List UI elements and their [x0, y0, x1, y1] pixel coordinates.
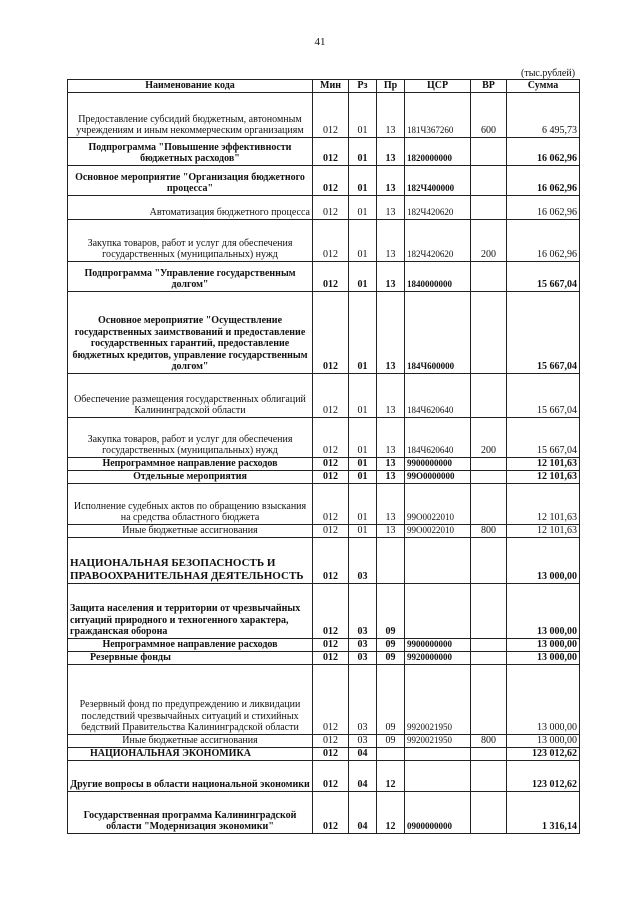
- table-row: [68, 166, 580, 196]
- cell-pr: 13: [377, 484, 405, 525]
- cell-vr: [471, 471, 507, 484]
- cell-rz: 03: [349, 538, 377, 584]
- cell-pr: [377, 538, 405, 584]
- table-row: [68, 484, 580, 525]
- table-row: [68, 525, 580, 538]
- cell-rz: 01: [349, 93, 377, 138]
- cell-vr: [471, 652, 507, 665]
- cell-name: Другие вопросы в области национальной экономики: [68, 761, 313, 792]
- table-row: [68, 471, 580, 484]
- cell-vr: 200: [471, 418, 507, 458]
- cell-csr: 9920000000: [405, 652, 471, 665]
- cell-min: 012: [313, 138, 349, 166]
- cell-name: Иные бюджетные ассигнования: [68, 735, 313, 748]
- cell-pr: 13: [377, 418, 405, 458]
- cell-sum: 13 000,00: [507, 584, 580, 639]
- header-min: Мин: [313, 80, 349, 93]
- cell-name: Резервные фонды: [68, 652, 313, 665]
- cell-name: НАЦИОНАЛЬНАЯ ЭКОНОМИКА: [68, 748, 313, 761]
- table-row: [68, 262, 580, 292]
- cell-pr: 13: [377, 220, 405, 262]
- cell-vr: [471, 792, 507, 834]
- cell-name: Непрограммное направление расходов: [68, 458, 313, 471]
- table-row: [68, 735, 580, 748]
- cell-min: 012: [313, 748, 349, 761]
- cell-min: 012: [313, 639, 349, 652]
- cell-name: Резервный фонд по предупреждению и ликвидации последствий чрезвычайных ситуаций и стихийных бедствий Правительства Калининградской области: [68, 665, 313, 735]
- cell-pr: 09: [377, 652, 405, 665]
- cell-vr: [471, 538, 507, 584]
- cell-csr: 182Ч420620: [405, 196, 471, 220]
- cell-vr: [471, 639, 507, 652]
- header-name: Наименование кода: [68, 80, 313, 93]
- cell-csr: 1840000000: [405, 262, 471, 292]
- cell-min: 012: [313, 538, 349, 584]
- cell-name: Подпрограмма "Управление государственным долгом": [68, 262, 313, 292]
- cell-rz: 03: [349, 652, 377, 665]
- cell-sum: 16 062,96: [507, 196, 580, 220]
- cell-rz: 01: [349, 138, 377, 166]
- cell-csr: 9900000000: [405, 639, 471, 652]
- cell-name: Обеспечение размещения государственных облигаций Калининградской области: [68, 374, 313, 418]
- header-rz: Рз: [349, 80, 377, 93]
- cell-vr: [471, 166, 507, 196]
- cell-pr: 09: [377, 584, 405, 639]
- cell-pr: 13: [377, 471, 405, 484]
- budget-table: [67, 79, 580, 834]
- cell-csr: 182Ч400000: [405, 166, 471, 196]
- cell-pr: 13: [377, 292, 405, 374]
- cell-sum: 12 101,63: [507, 471, 580, 484]
- cell-name: Отдельные мероприятия: [68, 471, 313, 484]
- table-row: [68, 584, 580, 639]
- cell-sum: 13 000,00: [507, 735, 580, 748]
- cell-min: 012: [313, 166, 349, 196]
- cell-pr: 13: [377, 262, 405, 292]
- cell-csr: 181Ч367260: [405, 93, 471, 138]
- cell-rz: 01: [349, 458, 377, 471]
- cell-rz: 01: [349, 196, 377, 220]
- cell-csr: 184Ч620640: [405, 418, 471, 458]
- cell-name: НАЦИОНАЛЬНАЯ БЕЗОПАСНОСТЬ И ПРАВООХРАНИТЕЛЬНАЯ ДЕЯТЕЛЬНОСТЬ: [68, 538, 313, 584]
- cell-sum: 13 000,00: [507, 538, 580, 584]
- cell-pr: 13: [377, 166, 405, 196]
- cell-rz: 01: [349, 484, 377, 525]
- cell-rz: 01: [349, 292, 377, 374]
- cell-vr: [471, 748, 507, 761]
- cell-sum: 15 667,04: [507, 292, 580, 374]
- cell-pr: 13: [377, 93, 405, 138]
- cell-name: Государственная программа Калининградской области "Модернизация экономики": [68, 792, 313, 834]
- cell-pr: 12: [377, 792, 405, 834]
- cell-min: 012: [313, 761, 349, 792]
- cell-csr: 99О0022010: [405, 525, 471, 538]
- cell-name: Закупка товаров, работ и услуг для обеспечения государственных (муниципальных) нужд: [68, 220, 313, 262]
- cell-min: 012: [313, 792, 349, 834]
- cell-min: 012: [313, 471, 349, 484]
- table-row: [68, 138, 580, 166]
- cell-vr: [471, 196, 507, 220]
- cell-min: 012: [313, 220, 349, 262]
- cell-csr: 9900000000: [405, 458, 471, 471]
- header-csr: ЦСР: [405, 80, 471, 93]
- cell-rz: 01: [349, 418, 377, 458]
- cell-csr: [405, 761, 471, 792]
- cell-csr: 99О0022010: [405, 484, 471, 525]
- cell-name: Основное мероприятие "Осуществление государственных заимствований и предоставление государственных гарантий, предоставление бюджетных кредитов, управление государственным долгом": [68, 292, 313, 374]
- cell-sum: 1 316,14: [507, 792, 580, 834]
- cell-csr: 9920021950: [405, 665, 471, 735]
- cell-min: 012: [313, 262, 349, 292]
- table-body: [68, 93, 580, 834]
- cell-sum: 16 062,96: [507, 166, 580, 196]
- cell-pr: [377, 748, 405, 761]
- cell-csr: 99О0000000: [405, 471, 471, 484]
- cell-vr: 800: [471, 525, 507, 538]
- table-row: [68, 639, 580, 652]
- cell-sum: 12 101,63: [507, 525, 580, 538]
- unit-label: (тыс.рублей): [521, 68, 576, 79]
- cell-pr: 12: [377, 761, 405, 792]
- cell-sum: 15 667,04: [507, 374, 580, 418]
- cell-csr: 9920021950: [405, 735, 471, 748]
- cell-pr: 13: [377, 525, 405, 538]
- cell-rz: 04: [349, 761, 377, 792]
- table-row: [68, 292, 580, 374]
- cell-min: 012: [313, 525, 349, 538]
- header-sum: Сумма: [507, 80, 580, 93]
- cell-vr: [471, 761, 507, 792]
- cell-name: Основное мероприятие "Организация бюджетного процесса": [68, 166, 313, 196]
- cell-min: 012: [313, 458, 349, 471]
- cell-csr: 184Ч600000: [405, 292, 471, 374]
- cell-rz: 01: [349, 525, 377, 538]
- header-vr: ВР: [471, 80, 507, 93]
- cell-pr: 13: [377, 196, 405, 220]
- cell-sum: 13 000,00: [507, 652, 580, 665]
- cell-rz: 03: [349, 639, 377, 652]
- cell-min: 012: [313, 374, 349, 418]
- cell-rz: 01: [349, 374, 377, 418]
- cell-name: Иные бюджетные ассигнования: [68, 525, 313, 538]
- cell-pr: 13: [377, 374, 405, 418]
- cell-rz: 03: [349, 735, 377, 748]
- cell-csr: 182Ч420620: [405, 220, 471, 262]
- cell-vr: [471, 374, 507, 418]
- cell-rz: 04: [349, 792, 377, 834]
- cell-name: Автоматизация бюджетного процесса: [68, 196, 313, 220]
- cell-csr: [405, 748, 471, 761]
- cell-rz: 01: [349, 166, 377, 196]
- cell-vr: [471, 138, 507, 166]
- cell-vr: [471, 292, 507, 374]
- cell-sum: 12 101,63: [507, 458, 580, 471]
- cell-pr: 09: [377, 735, 405, 748]
- cell-min: 012: [313, 196, 349, 220]
- cell-min: 012: [313, 484, 349, 525]
- cell-min: 012: [313, 735, 349, 748]
- cell-min: 012: [313, 93, 349, 138]
- cell-pr: 09: [377, 639, 405, 652]
- cell-min: 012: [313, 418, 349, 458]
- table-row: [68, 220, 580, 262]
- cell-name: Исполнение судебных актов по обращению взыскания на средства областного бюджета: [68, 484, 313, 525]
- table-row: [68, 652, 580, 665]
- cell-pr: 13: [377, 458, 405, 471]
- cell-vr: [471, 484, 507, 525]
- table-row: [68, 792, 580, 834]
- page-number: 41: [314, 36, 326, 48]
- table-row: [68, 665, 580, 735]
- cell-sum: 123 012,62: [507, 748, 580, 761]
- cell-csr: 184Ч620640: [405, 374, 471, 418]
- cell-rz: 03: [349, 584, 377, 639]
- cell-name: Предоставление субсидий бюджетным, автономным учреждениям и иным некоммерческим организациям: [68, 93, 313, 138]
- cell-vr: [471, 584, 507, 639]
- table-row: [68, 374, 580, 418]
- cell-vr: 800: [471, 735, 507, 748]
- cell-sum: 123 012,62: [507, 761, 580, 792]
- cell-sum: 16 062,96: [507, 138, 580, 166]
- table-row: [68, 761, 580, 792]
- cell-vr: [471, 458, 507, 471]
- cell-name: Подпрограмма "Повышение эффективности бюджетных расходов": [68, 138, 313, 166]
- cell-pr: 13: [377, 138, 405, 166]
- cell-sum: 13 000,00: [507, 639, 580, 652]
- cell-vr: 600: [471, 93, 507, 138]
- cell-min: 012: [313, 584, 349, 639]
- cell-rz: 01: [349, 471, 377, 484]
- cell-csr: 1820000000: [405, 138, 471, 166]
- table-row: [68, 458, 580, 471]
- cell-vr: [471, 262, 507, 292]
- cell-sum: 13 000,00: [507, 665, 580, 735]
- cell-min: 012: [313, 652, 349, 665]
- cell-name: Непрограммное направление расходов: [68, 639, 313, 652]
- table-row: [68, 418, 580, 458]
- table-row: [68, 748, 580, 761]
- cell-rz: 03: [349, 665, 377, 735]
- cell-rz: 01: [349, 262, 377, 292]
- cell-rz: 01: [349, 220, 377, 262]
- cell-csr: [405, 538, 471, 584]
- cell-sum: 16 062,96: [507, 220, 580, 262]
- cell-vr: 200: [471, 220, 507, 262]
- table-header-row: [68, 80, 580, 93]
- cell-name: Защита населения и территории от чрезвычайных ситуаций природного и техногенного характера, гражданская оборона: [68, 584, 313, 639]
- cell-csr: 0900000000: [405, 792, 471, 834]
- table-row: [68, 93, 580, 138]
- cell-sum: 15 667,04: [507, 418, 580, 458]
- cell-pr: 09: [377, 665, 405, 735]
- cell-sum: 12 101,63: [507, 484, 580, 525]
- cell-name: Закупка товаров, работ и услуг для обеспечения государственных (муниципальных) нужд: [68, 418, 313, 458]
- table-row: [68, 196, 580, 220]
- cell-min: 012: [313, 292, 349, 374]
- header-pr: Пр: [377, 80, 405, 93]
- cell-sum: 15 667,04: [507, 262, 580, 292]
- cell-rz: 04: [349, 748, 377, 761]
- cell-csr: [405, 584, 471, 639]
- cell-vr: [471, 665, 507, 735]
- table-row: [68, 538, 580, 584]
- cell-sum: 6 495,73: [507, 93, 580, 138]
- cell-min: 012: [313, 665, 349, 735]
